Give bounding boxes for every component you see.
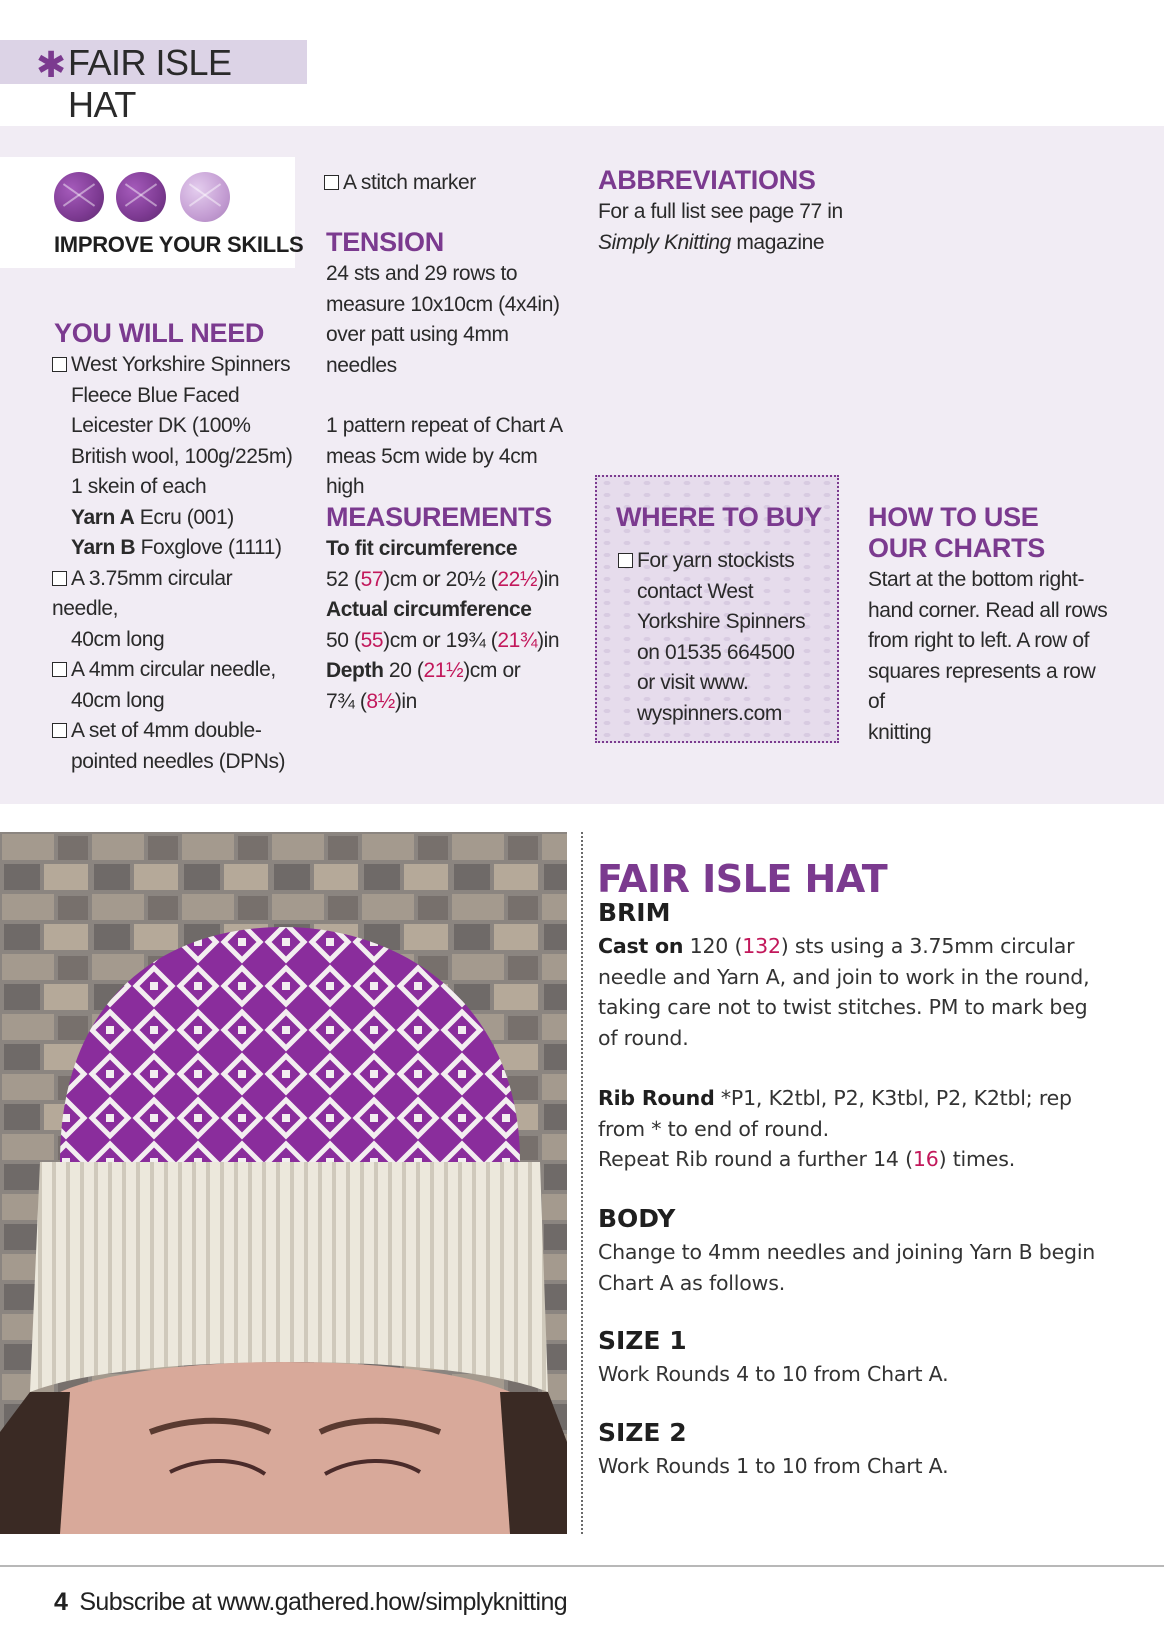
- abbreviations-heading: ABBREVIATIONS: [598, 165, 816, 195]
- measurements-text: To fit circumference 52 (57)cm or 20½ (22½)in Actual circumference 50 (55)cm or 19¾ (21¾)in Depth 20 (21½)cm or 7¾ (8½)in: [326, 537, 560, 713]
- section-title-bar: [0, 40, 307, 125]
- skill-level-label: IMPROVE YOUR SKILLS: [54, 232, 304, 257]
- tension-text: 24 sts and 29 rows to measure 10x10cm (4x4in) over patt using 4mm needles 1 pattern repeat of Chart A meas 5cm wide by 4cm high: [326, 262, 563, 498]
- you-will-need-heading: YOU WILL NEED: [54, 318, 265, 348]
- body-text: Change to 4mm needles and joining Yarn B begin Chart A as follows.: [598, 1240, 1096, 1295]
- yarn-ball-icon: [116, 172, 166, 222]
- tension-heading: TENSION: [326, 227, 444, 257]
- section-title: FAIR ISLE HAT: [68, 42, 232, 125]
- measurements-heading: MEASUREMENTS: [326, 502, 552, 532]
- where-to-buy-heading: WHERE TO BUY: [616, 502, 822, 532]
- how-to-use-heading: HOW TO USE OUR CHARTS: [868, 502, 1045, 563]
- flower-icon: ✱: [36, 44, 67, 85]
- where-to-buy-text: For yarn stockists contact West Yorkshire Spinners on 01535 664500 or visit www. wyspinners.com: [618, 546, 833, 729]
- body-heading: BODY: [598, 1204, 676, 1233]
- subscribe-link[interactable]: Subscribe at www.gathered.how/simplyknitting: [79, 1588, 568, 1616]
- size2-heading: SIZE 2: [598, 1418, 687, 1447]
- yarn-ball-icon: [54, 172, 104, 222]
- size2-text: Work Rounds 1 to 10 from Chart A.: [598, 1454, 949, 1478]
- you-will-need-list: West Yorkshire Spinners Fleece Blue Faced Leicester DK (100% British wool, 100g/225m) 1 skein of each Yarn A Ecru (001) Yarn B Foxglove (1111) A 3.75mm circular needle, 40cm long A 4mm circular needle, 40cm long A set of 4mm double- pointed needles (DPNs): [52, 353, 293, 773]
- size1-heading: SIZE 1: [598, 1326, 687, 1355]
- yarn-ball-icon: [180, 172, 230, 222]
- checkbox-icon: [618, 553, 633, 568]
- page-number: 4: [54, 1588, 68, 1616]
- checkbox-icon: [52, 723, 67, 738]
- hat-illustration: [0, 832, 567, 1534]
- size1-text: Work Rounds 4 to 10 from Chart A.: [598, 1362, 949, 1386]
- checkbox-icon: [324, 175, 339, 190]
- abbreviations-text: For a full list see page 77 in Simply Knitting magazine: [598, 200, 843, 254]
- how-to-use-text: Start at the bottom right- hand corner. Read all rows from right to left. A row of squares represents a row of knitting: [868, 568, 1108, 744]
- stitch-marker-item: A stitch marker: [324, 168, 476, 199]
- checkbox-icon: [52, 662, 67, 677]
- checkbox-icon: [52, 357, 67, 372]
- footer: [54, 1588, 567, 1617]
- hat-photo: [0, 832, 567, 1534]
- brim-heading: BRIM: [598, 898, 671, 927]
- footer-rule: [0, 1565, 1164, 1567]
- brim-text: Cast on 120 (132) sts using a 3.75mm circular needle and Yarn A, and join to work in the round, taking care not to twist stitches. PM to mark beg of round. Rib Round *P1, K2tbl, P2, K3tbl, P2, K2tbl; rep from * to end of round. Repeat Rib round a further 14 (16) times.: [598, 934, 1090, 1171]
- pattern-title: FAIR ISLE HAT: [597, 857, 888, 901]
- column-divider: [581, 832, 583, 1534]
- checkbox-icon: [52, 571, 67, 586]
